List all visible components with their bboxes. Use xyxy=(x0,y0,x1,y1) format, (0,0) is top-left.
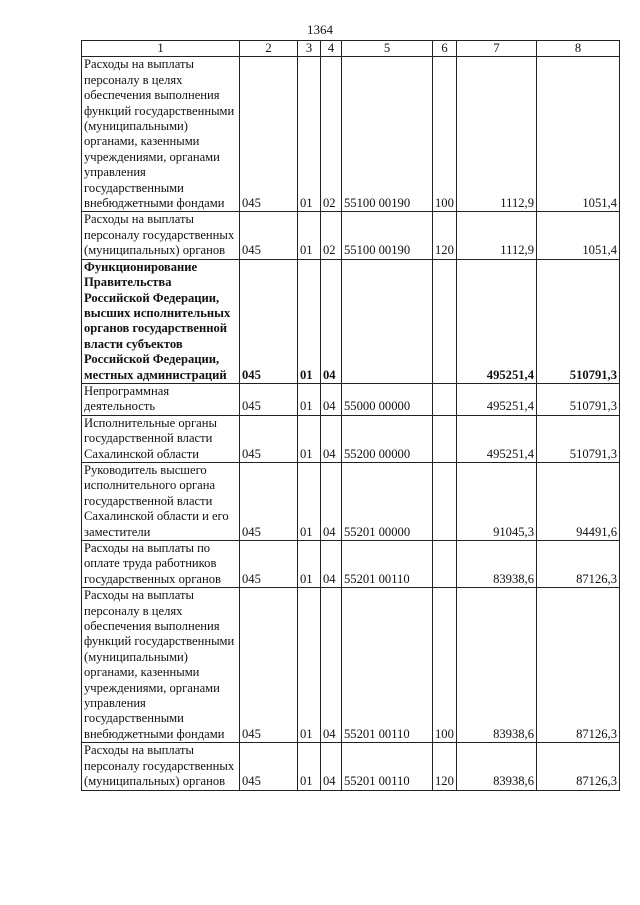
header-col-6: 6 xyxy=(433,41,457,57)
row-name: Непрограммная деятельность xyxy=(82,383,240,415)
row-code: 045 xyxy=(240,415,298,462)
row-value-8: 1051,4 xyxy=(537,212,620,259)
header-row xyxy=(82,41,620,57)
row-subsection: 04 xyxy=(321,541,342,588)
row-value-8: 510791,3 xyxy=(537,259,620,383)
row-subsection: 04 xyxy=(321,743,342,790)
row-type: 120 xyxy=(433,743,457,790)
row-target xyxy=(342,259,433,383)
row-section: 01 xyxy=(298,541,321,588)
table-row xyxy=(82,259,620,383)
row-name: Исполнительные органы государственной власти Сахалинской области xyxy=(82,415,240,462)
row-code: 045 xyxy=(240,541,298,588)
row-type xyxy=(433,259,457,383)
row-code: 045 xyxy=(240,212,298,259)
header-col-7: 7 xyxy=(457,41,537,57)
row-value-7: 1112,9 xyxy=(457,212,537,259)
header-col-1: 1 xyxy=(82,41,240,57)
row-name: Расходы на выплаты персоналу в целях обеспечения выполнения функций государственными (муниципальными) органами, казенными учреждениями, органами управления государственными внебюджетными фондами xyxy=(82,57,240,212)
row-value-7: 91045,3 xyxy=(457,462,537,540)
row-code: 045 xyxy=(240,462,298,540)
row-code: 045 xyxy=(240,588,298,743)
row-target: 55100 00190 xyxy=(342,57,433,212)
row-value-7: 83938,6 xyxy=(457,541,537,588)
row-value-7: 1112,9 xyxy=(457,57,537,212)
row-name: Расходы на выплаты по оплате труда работников государственных органов xyxy=(82,541,240,588)
table-row xyxy=(82,415,620,462)
row-section: 01 xyxy=(298,383,321,415)
header-col-4: 4 xyxy=(321,41,342,57)
table-row xyxy=(82,588,620,743)
row-value-8: 87126,3 xyxy=(537,588,620,743)
row-subsection: 04 xyxy=(321,259,342,383)
row-value-7: 495251,4 xyxy=(457,383,537,415)
row-subsection: 04 xyxy=(321,588,342,743)
row-type xyxy=(433,383,457,415)
row-value-7: 83938,6 xyxy=(457,743,537,790)
row-target: 55201 00110 xyxy=(342,541,433,588)
table-row xyxy=(82,462,620,540)
table-row xyxy=(82,541,620,588)
row-value-8: 87126,3 xyxy=(537,743,620,790)
row-value-8: 94491,6 xyxy=(537,462,620,540)
row-type xyxy=(433,415,457,462)
page-number: 1364 xyxy=(307,22,333,37)
row-subsection: 02 xyxy=(321,212,342,259)
row-target: 55200 00000 xyxy=(342,415,433,462)
row-value-8: 1051,4 xyxy=(537,57,620,212)
row-type: 120 xyxy=(433,212,457,259)
row-subsection: 02 xyxy=(321,57,342,212)
row-name: Функционирование Правительства Российской Федерации, высших исполнительных органов государственной власти субъектов Российской Федерации, местных администраций xyxy=(82,259,240,383)
table-row xyxy=(82,383,620,415)
row-value-8: 510791,3 xyxy=(537,383,620,415)
row-code: 045 xyxy=(240,383,298,415)
row-name: Расходы на выплаты персоналу государственных (муниципальных) органов xyxy=(82,212,240,259)
table-row xyxy=(82,212,620,259)
row-section: 01 xyxy=(298,212,321,259)
row-name: Руководитель высшего исполнительного органа государственной власти Сахалинской области и его заместители xyxy=(82,462,240,540)
header-col-5: 5 xyxy=(342,41,433,57)
header-col-2: 2 xyxy=(240,41,298,57)
row-value-7: 495251,4 xyxy=(457,259,537,383)
row-type xyxy=(433,462,457,540)
row-type: 100 xyxy=(433,588,457,743)
row-name: Расходы на выплаты персоналу в целях обеспечения выполнения функций государственными (муниципальными) органами, казенными учреждениями, органами управления государственными внебюджетными фондами xyxy=(82,588,240,743)
row-subsection: 04 xyxy=(321,383,342,415)
table-row xyxy=(82,743,620,790)
row-subsection: 04 xyxy=(321,415,342,462)
row-value-8: 87126,3 xyxy=(537,541,620,588)
table-row xyxy=(82,57,620,212)
header-col-3: 3 xyxy=(298,41,321,57)
row-target: 55100 00190 xyxy=(342,212,433,259)
row-section: 01 xyxy=(298,743,321,790)
row-target: 55201 00110 xyxy=(342,588,433,743)
row-type xyxy=(433,541,457,588)
row-section: 01 xyxy=(298,588,321,743)
row-code: 045 xyxy=(240,57,298,212)
budget-table xyxy=(81,40,620,791)
row-value-7: 83938,6 xyxy=(457,588,537,743)
row-target: 55000 00000 xyxy=(342,383,433,415)
row-target: 55201 00110 xyxy=(342,743,433,790)
row-target: 55201 00000 xyxy=(342,462,433,540)
row-name: Расходы на выплаты персоналу государственных (муниципальных) органов xyxy=(82,743,240,790)
header-col-8: 8 xyxy=(537,41,620,57)
row-section: 01 xyxy=(298,462,321,540)
row-value-8: 510791,3 xyxy=(537,415,620,462)
row-value-7: 495251,4 xyxy=(457,415,537,462)
row-section: 01 xyxy=(298,57,321,212)
row-code: 045 xyxy=(240,259,298,383)
row-section: 01 xyxy=(298,415,321,462)
row-section: 01 xyxy=(298,259,321,383)
row-subsection: 04 xyxy=(321,462,342,540)
row-type: 100 xyxy=(433,57,457,212)
row-code: 045 xyxy=(240,743,298,790)
